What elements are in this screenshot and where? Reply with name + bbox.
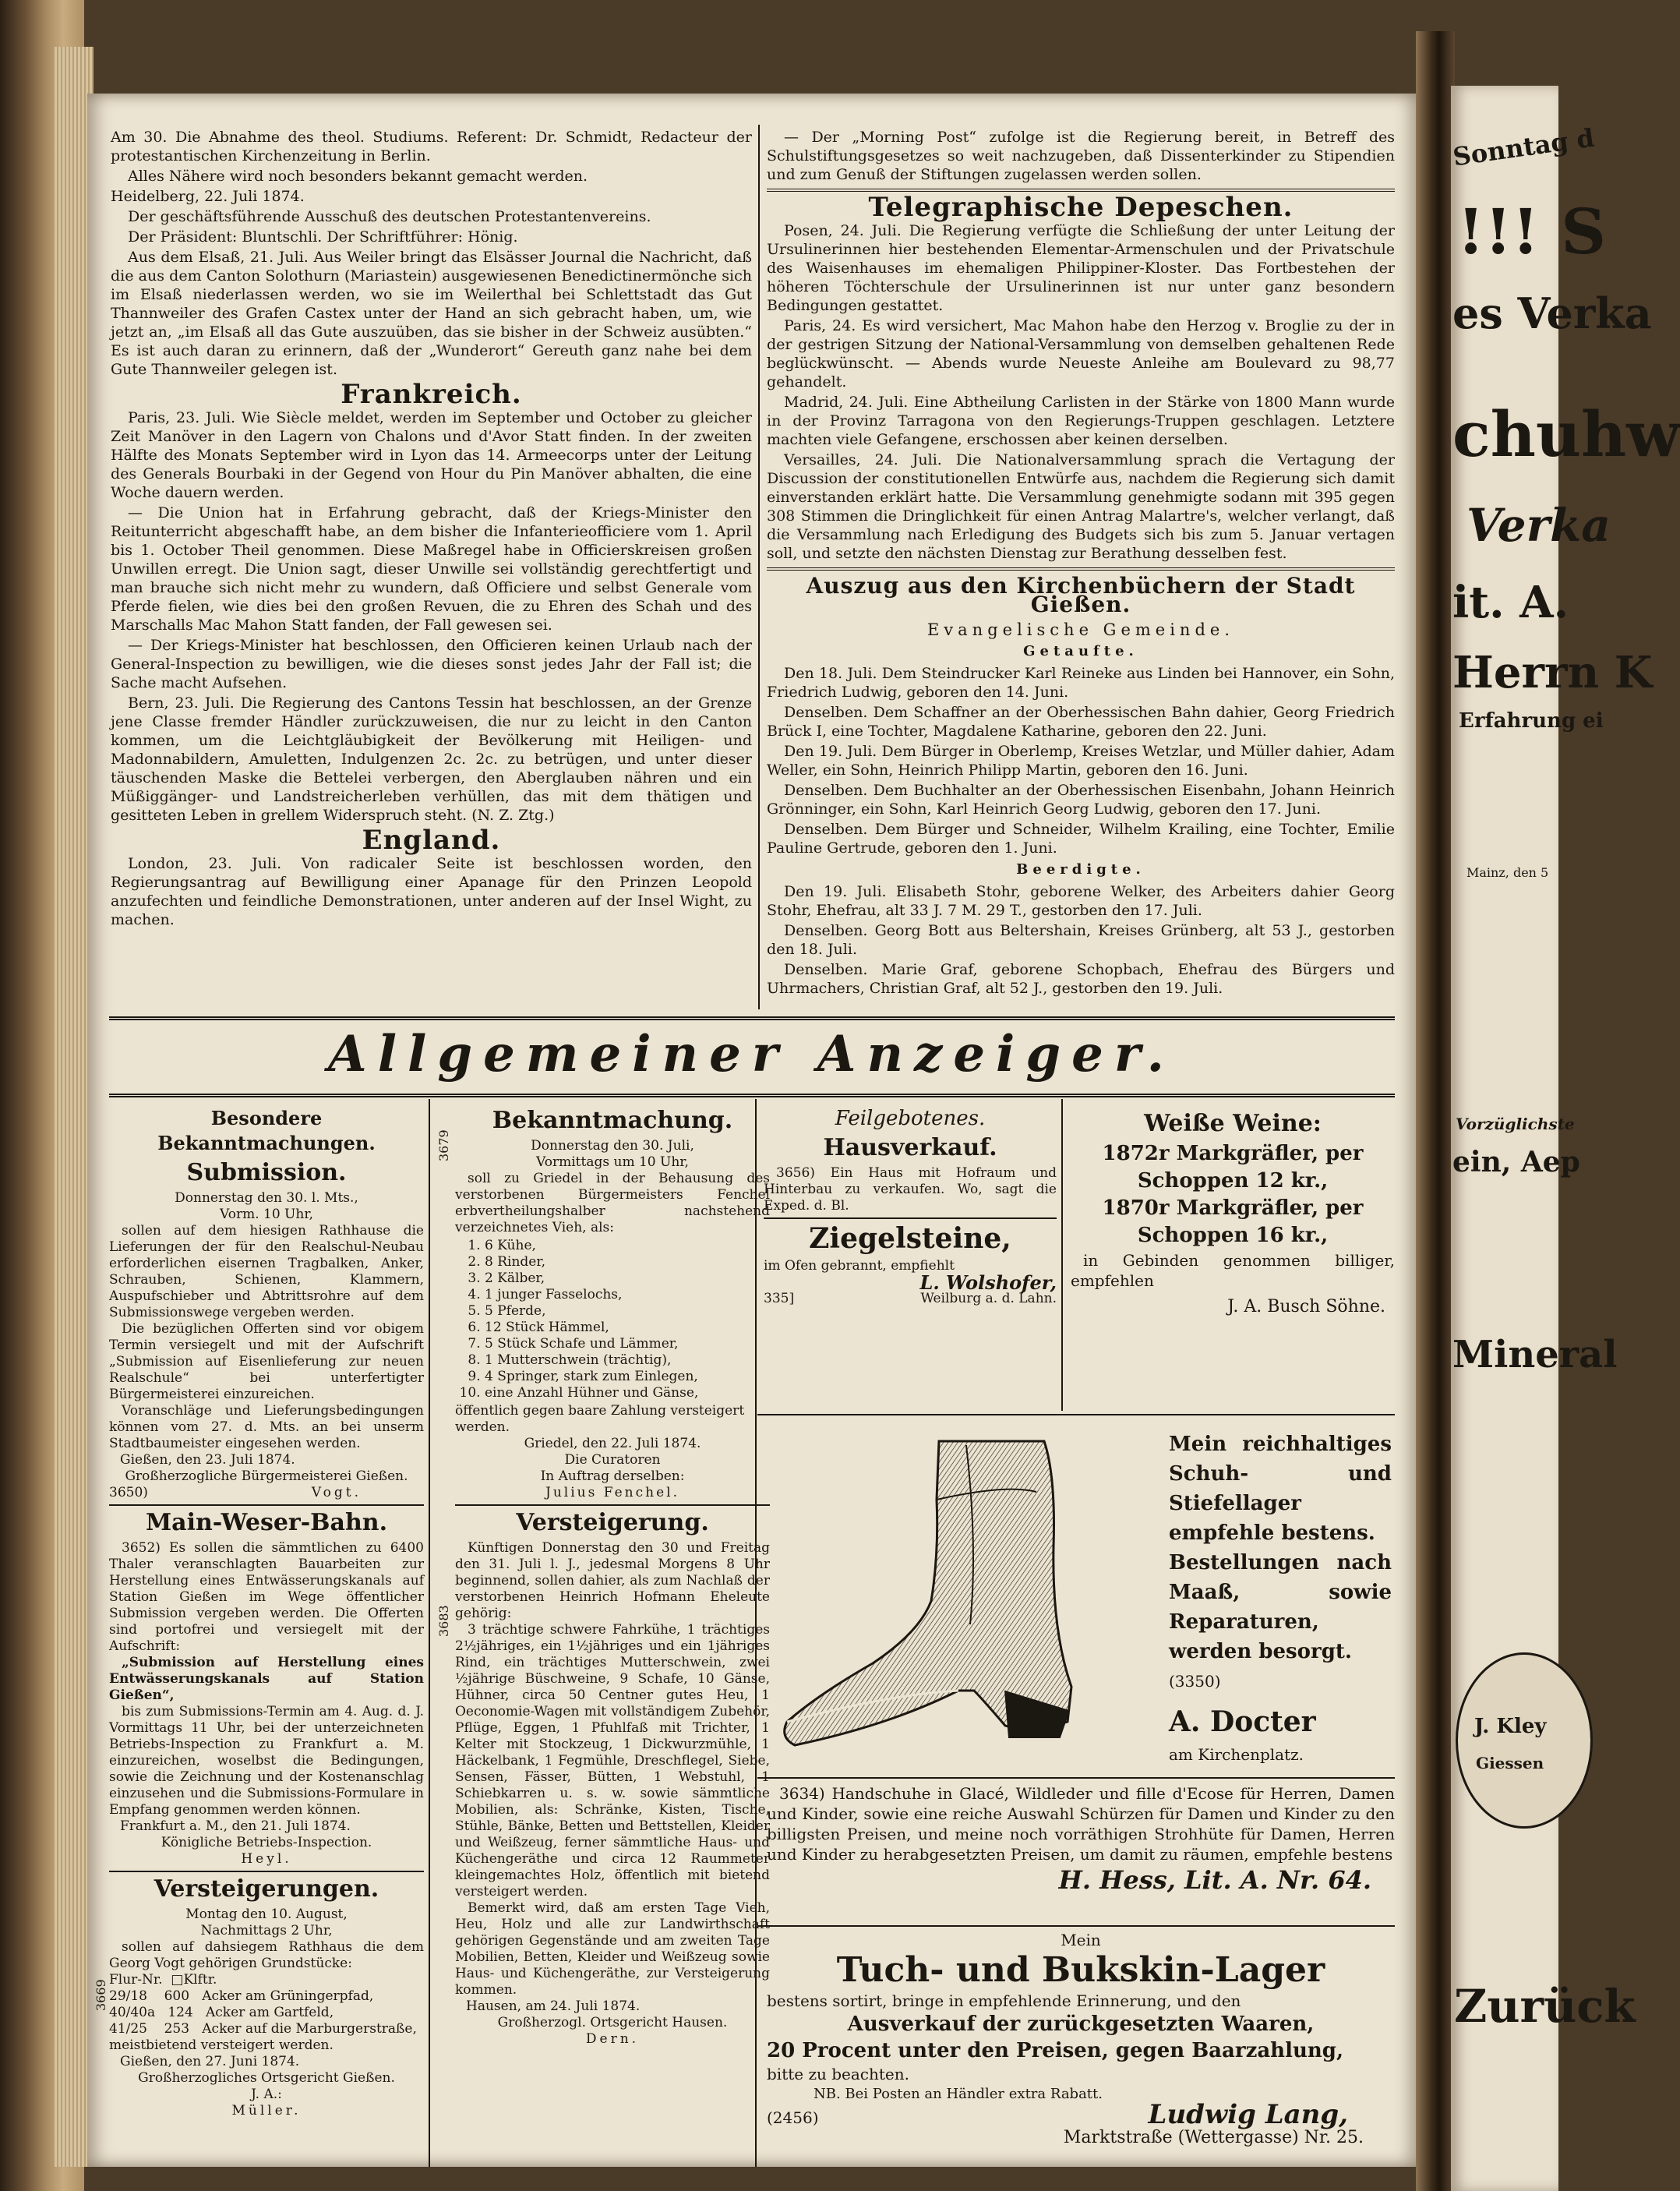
versteigerung-place: Hausen, am 24. Juli 1874. [466, 1998, 641, 2014]
ads-lang [767, 1930, 1395, 2148]
beerdigte-1: Den 19. Juli. Elisabeth Stohr, geborene Welker, des Arbeiters dahier Georg Stohr, Ehefrau, alt 33 J. 7 M. 29 T., gestorben den 17. Juli. [767, 883, 1395, 919]
ziegelsteine-place: Weilburg a. d. Lahn. [920, 1291, 1057, 1306]
hausverkauf-title: Hausverkauf. [823, 1134, 997, 1161]
ziegelsteine-sign: L. Wolshofer, [919, 1271, 1057, 1294]
hausverkauf-text: 3656) Ein Haus mit Hofraum und Hinterbau zu verkaufen. Wo, sagt die Exped. d. Bl. [764, 1165, 1057, 1214]
next-page-text: !!! S [1457, 195, 1606, 268]
ziegelsteine-number: 335] [764, 1291, 795, 1306]
versteigerung-text-2: 3 trächtige schwere Fahrkühe, 1 trächtiges 2½jähriges, ein 1½jähriges und ein 1jähriges Rind, ein trächtiges Mutterschwein, zwei ½jährige Büschweine, 9 Schafe, 10 Gänse, Hühner, circa 50 Centner gutes Heu, 1 Oeconomie-Wagen mit vollständigem Zubehör, Pflüge, Eggen, 1 Pfuhlfaß mit Trichter, 1 Kelter mit Stockzeug, 1 Dickwurzmühle, 1 Häckelbank, 1 Fegmühle, Dreschflegel, Siebe, Sensen, Fässer, Bütten, 1 Webstuhl, 1 Schiebkarren u. s. w. sowie sämmtliche Mobilien, als: Schränke, Kisten, Tische, Stühle, Bänke, Betten und Bettstellen, Kleider und Weißzeug, ferner sämmtliche Haus- und Küchengeräthe und circa 12 Raummeter kleingemachtes Holz, öffentlich mit bietend versteigert werden. [455, 1622, 770, 1899]
shoe-signature: A. Docter [1169, 1705, 1316, 1738]
article-kriegsminister: — Der Kriegs-Minister hat beschlossen, den Officieren keinen Urlaub nach der General-Inspection zu bewilligen, wie die dieses sonst jedes Jahr der Fall ist; die Sache macht Aufsehen. [111, 637, 752, 691]
versteigerungen-sign-1: J. A.: [251, 2087, 282, 2102]
getaufte-3: Den 19. Juli. Dem Bürger in Oberlemp, Kreises Wetzlar, und Müller dahier, Adam Weller, ein Sohn, Heinrich Philipp Martin, geboren den 16. Juni. [767, 743, 1395, 779]
submission-text-3: Voranschläge und Lieferungsbedingungen können vom 27. d. Mts. an bei unserm Stadtbaumeister eingesehen werden. [109, 1403, 424, 1451]
submission-text: sollen auf dem hiesigen Rathhause die Lieferungen der für den Realschul-Neubau erforderlichen eisernen Tragbalken, Anker, Schrauben, Schienen, Klammern, Auspufschieber und Abtrittsrohre auf dem Submissionswege vergeben werden. [109, 1223, 424, 1320]
left-column [111, 128, 752, 931]
right-column [767, 128, 1395, 999]
heading-telegraph: Telegraphische Depeschen. [868, 192, 1294, 223]
bekanntmachung-side-number: 3679 [436, 1129, 451, 1161]
feilgebotenes-heading: Feilgebotenes. [835, 1107, 986, 1130]
next-page-text: Verka [1466, 499, 1611, 552]
versteigerung-title: Versteigerung. [516, 1509, 709, 1536]
shoe-text-1: Mein reichhaltiges Schuh- und Stiefellager empfehle bestens. [1169, 1433, 1392, 1545]
heading-beerdigte: Beerdigte. [1016, 861, 1145, 878]
rule-above-hess [757, 1777, 1395, 1779]
shoe-text [1169, 1429, 1392, 1769]
ads-feil [764, 1104, 1057, 1307]
lang-address: Marktstraße (Wettergasse) Nr. 25. [1063, 2128, 1364, 2147]
bekanntmachung-item: 9. 4 Springer, stark zum Einlegen, [485, 1369, 770, 1385]
bekanntmachung-list [455, 1238, 770, 1401]
versteigerungen-title: Versteigerungen. [154, 1875, 379, 1903]
submission-text-2: Die bezüglichen Offerten sind vor obigem Termin versiegelt und mit der Aufschrift „Submission auf Eisenlieferung zur neuen Realschule“ bei unterfertigter Bürgermeisterei einzureichen. [109, 1321, 424, 1402]
lang-title: Tuch- und Bukskin-Lager [836, 1950, 1325, 1990]
main-weser-signature: Heyl. [241, 1851, 292, 1867]
next-page-text: Mineral [1452, 1333, 1618, 1376]
ads-divider-3 [1061, 1099, 1063, 1411]
versteigerung-side-number: 3683 [436, 1605, 451, 1637]
versteigerungen-text: sollen auf dahsiegem Rathhaus die dem Georg Vogt gehörigen Grundstücke: [109, 1939, 424, 1971]
next-page-text: it. A. [1452, 577, 1569, 628]
telegraph-paris: Paris, 24. Es wird versichert, Mac Mahon habe den Herzog v. Broglie zu der in der gestrigen Sitzung der National-Versammlung von demselben gehaltenen Rede beglückwünscht. — Abends wurde Neueste Anleihe am Boulevard zu 98,77 gehandelt. [767, 317, 1395, 390]
rule-above-shoe [757, 1414, 1395, 1415]
article-paris: Paris, 23. Juli. Wie Siècle meldet, werden im September und October zu gleicher Zeit Manöver in den Lagern von Chalons und d'Avor Statt finden. In der zweiten Hälfte des Monats September wird in Lyon das 14. Armeecorps unter der Leitung des Generals Bourbaki in der Gegend von Hour du Pin Manöver abhalten, die eine Woche dauern werden. [111, 409, 752, 501]
weine-line-2: Schoppen 12 kr., [1137, 1169, 1329, 1193]
book-gutter [1416, 31, 1455, 2191]
lang-bitte: bitte zu beachten. [767, 2065, 909, 2083]
next-page-text: ein, Aep [1452, 1146, 1580, 1179]
ads-column-2 [455, 1104, 770, 2048]
versteigerungen-place: Gießen, den 27. Juni 1874. [120, 2054, 300, 2069]
submission-number: 3650) [109, 1485, 148, 1500]
next-page-text: Herrn K [1452, 647, 1653, 698]
ads-hess [767, 1783, 1395, 1896]
rule-above-anzeiger [109, 1016, 1395, 1020]
besondere-bekanntmachungen-heading: Besondere Bekanntmachungen. [157, 1107, 376, 1154]
bekanntmachung-title: Bekanntmachung. [492, 1107, 733, 1134]
main-weser-text: 3652) Es sollen die sämmtlichen zu 6400 Thaler veranschlagten Bauarbeiten zur Herstellung eines Entwässerungskanals auf Station Gießen im Wege öffentlicher Submission vergeben werden. Die Offerten sind portofrei und versiegelt mit der Aufschrift: [109, 1540, 424, 1654]
weine-line-1: 1872r Markgräfler, per [1102, 1142, 1364, 1165]
submission-signature-row [109, 1485, 424, 1501]
versteigerung-text-3: Bemerkt wird, daß am ersten Tage Vieh, Heu, Holz und alle zur Landwirthschaft gehörigen Gegenstände und am zweiten Tage Mobilien, Betten, Kleider und Weißzeug sowie Haus- und Küchengeräthe, zur Versteigerung kommen. [455, 1900, 770, 1998]
ads-weine [1071, 1107, 1395, 1315]
bekanntmachung-sign-1: In Auftrag derselben: [540, 1468, 685, 1484]
submission-signature: Vogt. [311, 1485, 362, 1500]
lang-number: (2456) [767, 2108, 819, 2127]
bekanntmachung-item: 3. 2 Kälber, [485, 1270, 770, 1287]
shoe-ad [764, 1422, 1395, 1772]
bekanntmachung-text: soll zu Griedel in der Behausung des verstorbenen Bürgermeisters Fenchel erbvertheilungshalber nachstehend verzeichnetes Vieh, als: [455, 1171, 770, 1235]
submission-place: Gießen, den 23. Juli 1874. [120, 1452, 295, 1468]
weine-line-3: 1870r Markgräfler, per [1102, 1196, 1364, 1220]
versteigerungen-time: Nachmittags 2 Uhr, [200, 1923, 333, 1938]
versteigerungen-date: Montag den 10. August, [185, 1907, 348, 1922]
bekanntmachung-item: 4. 1 junger Fasselochs, [485, 1287, 770, 1303]
main-weser-quote: „Submission auf Herstellung eines Entwässerungskanals auf Station Gießen“, [109, 1655, 424, 1703]
next-page-text: Zurück [1454, 1980, 1636, 2033]
hess-text: 3634) Handschuhe in Glacé, Wildleder und fille d'Ecose für Herren, Damen und Kinder, sowie eine reiche Auswahl Schürzen für Damen und Kinder zu den billigsten Preisen, und meine noch vorräthigen Strohhüte für Damen, Herren und Kinder zu herabgesetzten Preisen, um damit zu räumen, empfehle bestens [767, 1784, 1395, 1864]
shoe-number: (3350) [1169, 1672, 1221, 1691]
next-page-text: J. Kley [1474, 1715, 1547, 1738]
beerdigte-2: Denselben. Georg Bott aus Beltershain, Kreises Grünberg, alt 53 J., gestorben den 18. Juli. [767, 922, 1395, 958]
lang-mein: Mein [1061, 1931, 1101, 1949]
beerdigte-3: Denselben. Marie Graf, geborene Schopbach, Ehefrau des Bürgers und Uhrmachers, Christian Graf, alt 52 J., gestorben den 19. Juli. [767, 961, 1395, 997]
telegraph-madrid: Madrid, 24. Juli. Eine Abtheilung Carlisten in der Stärke von 1800 Mann wurde in der Provinz Tarragona von den Regierungs-Truppen geschlagen. Letztere machten viele Gefangene, erschossen aber keinen derselben. [767, 394, 1395, 448]
allgemeiner-anzeiger-banner: Allgemeiner Anzeiger. [328, 1025, 1175, 1083]
ziegelsteine-foot [764, 1291, 1057, 1307]
telegraph-posen: Posen, 24. Juli. Die Regierung verfügte die Schließung der unter Leitung der Ursulinerinnen hier bestehenden Elementar-Armenschulen und der Privatschule des Waisenhauses im ehemaligen Philippiner-Kloster. Das Fortbestehen der höheren Töchterschule der Ursulinerinnen ist nur unter ganz besondern Bedingungen gestattet. [767, 222, 1395, 314]
submission-date: Donnerstag den 30. l. Mts., [175, 1190, 358, 1206]
bekanntmachung-time: Vormittags um 10 Uhr, [536, 1154, 689, 1170]
boot-illustration-icon [771, 1429, 1138, 1757]
lang-prozent: 20 Procent unter den Preisen, gegen Baarzahlung, [767, 2039, 1343, 2062]
article-morning-post: — Der „Morning Post“ zufolge ist die Regierung bereit, in Betreff des Schulstiftungsgesetzes so weit nachzugeben, daß Dissenterkinder zu Stipendien und zum Genuß der Stiftungen zugelassen werden sollen. [767, 129, 1395, 183]
ads-divider-1 [429, 1099, 430, 2167]
versteigerungen-authority: Großherzogliches Ortsgericht Gießen. [138, 2070, 395, 2086]
heading-kirchenbuecher: Auszug aus den Kirchenbüchern der Stadt Gießen. [806, 573, 1356, 617]
ads-column-1 [109, 1104, 424, 2119]
versteigerung-authority: Großherzogl. Ortsgericht Hausen. [497, 2015, 728, 2030]
lang-ausverkauf: Ausverkauf der zurückgesetzten Waaren, [847, 2013, 1315, 2036]
shoe-text-2: Bestellungen nach Maaß, sowie Reparaturen, werden besorgt. [1169, 1551, 1392, 1663]
getaufte-2: Denselben. Dem Schaffner an der Oberhessischen Bahn dahier, Georg Friedrich Brück I, eine Tochter, Magdalene Katharine, geboren den 22. Juni. [767, 704, 1395, 740]
ads-divider-2 [755, 1099, 757, 2167]
column-divider [758, 125, 760, 1009]
versteigerungen-row-1: 29/18 600 Acker am Grüningerpfad, [109, 1988, 374, 2004]
submission-title: Submission. [186, 1159, 347, 1186]
lang-signature: Ludwig Lang, [1148, 2099, 1348, 2130]
main-weser-place: Frankfurt a. M., den 21. Juli 1874. [120, 1818, 351, 1834]
next-page-fragment [1451, 86, 1680, 2191]
bekanntmachung-item: 8. 1 Mutterschwein (trächtig), [485, 1352, 770, 1369]
versteigerungen-row-3: 41/25 253 Acker auf die Marburgerstraße, [109, 2021, 417, 2037]
intro-line-1: Am 30. Die Abnahme des theol. Studiums. Referent: Dr. Schmidt, Redacteur der protestantischen Kirchenzeitung in Berlin. [111, 129, 752, 164]
main-weser-authority: Königliche Betriebs-Inspection. [161, 1835, 372, 1850]
bekanntmachung-authority: Die Curatoren [564, 1452, 661, 1468]
heading-getaufte: Getaufte. [1023, 643, 1138, 659]
lang-nb: NB. Bei Posten an Händler extra Rabatt. [814, 2086, 1103, 2102]
next-page-text: Vorzüglichste [1456, 1115, 1575, 1133]
ziegelsteine-text: im Ofen gebrannt, empfiehlt [764, 1258, 955, 1274]
lang-text: bestens sortirt, bringe in empfehlende Erinnerung, und den [767, 1991, 1241, 2010]
submission-authority: Großherzogliche Bürgermeisterei Gießen. [125, 1468, 408, 1484]
bekanntmachung-item: 2. 8 Rinder, [485, 1254, 770, 1270]
shoe-place: am Kirchenplatz. [1169, 1745, 1304, 1764]
weine-title: Weiße Weine: [1144, 1110, 1322, 1137]
heading-gemeinde: Evangelische Gemeinde. [926, 620, 1235, 639]
bekanntmachung-place: Griedel, den 22. Juli 1874. [524, 1436, 701, 1451]
article-bern: Bern, 23. Juli. Die Regierung des Cantons Tessin hat beschlossen, an der Grenze jene Classe fremder Händler zurückzuweisen, die nur zu leicht in den Canton kommen, um die Leichtgläubigkeit der Bevölkerung mit Heiligen- und Madonnabildern, Amuletten, Indulgenzen 2c. 2c. zu betrügen, und unter dieser täuschenden Maske die Bettelei verbergen, den Aberglauben nähren und ein Müßiggänger- und Landstreicherleben verhüllen, das mit dem thätigen und gesitteten Leben in grellem Widerspruch steht. (N. Z. Ztg.) [111, 694, 752, 824]
versteigerungen-table-header: Flur-Nr. □Klftr. [109, 1972, 217, 1988]
rule-above-lang [757, 1925, 1395, 1927]
newspaper-page [87, 94, 1416, 2167]
getaufte-1: Den 18. Juli. Dem Steindrucker Karl Reineke aus Linden bei Hannover, ein Sohn, Friedrich Ludwig, geboren den 14. Juni. [767, 665, 1395, 701]
versteigerungen-text-2: meistbietend versteigert werden. [109, 2037, 334, 2053]
main-weser-bahn-title: Main-Weser-Bahn. [145, 1509, 388, 1536]
article-union: — Die Union hat in Erfahrung gebracht, daß der Kriegs-Minister den Reitunterricht abgeschafft habe, an dem bisher die Infanterieofficiere vom 1. April bis 1. October Theil genommen. Diese Maßregel habe in Officierskreisen großen Unwillen erregt. Die Union sagt, dieser Unwille sei vollständig gerechtfertigt und man brauche sich nicht mehr zu wundern, daß Officiere und selbst Generale vom Pferde fielen, wie dies bei den großen Revuen, die zu Ehren des Schah und des Marschalls Mac Mahon Statt fanden, der Fall gewesen sei. [111, 504, 752, 634]
bekanntmachung-item: 1. 6 Kühe, [485, 1238, 770, 1254]
main-weser-text-2: bis zum Submissions-Termin am 4. Aug. d. J. Vormittags 11 Uhr, bei der unterzeichneten Betriebs-Inspection zu Frankfurt a. M. einzureichen, woselbst die Bedingungen, sowie die Zeichnung und der Kostenanschlag einzusehen und die Submissions-Formulare in Empfang genommen werden können. [109, 1704, 424, 1818]
weine-line-4: Schoppen 16 kr., [1137, 1224, 1329, 1247]
submission-time: Vorm. 10 Uhr, [220, 1207, 313, 1222]
bekanntmachung-sign-2: Julius Fenchel. [545, 1485, 679, 1500]
intro-line-4: Der geschäftsführende Ausschuß des deutschen Protestantenvereins. [128, 208, 651, 225]
clock-icon [1456, 1652, 1593, 1829]
intro-line-5: Der Präsident: Bluntschli. Der Schriftführer: Hönig. [128, 228, 518, 246]
weine-signature: J. A. Busch Söhne. [1227, 1297, 1385, 1316]
next-page-text: Giessen [1476, 1754, 1544, 1772]
next-page-text: Mainz, den 5 [1466, 865, 1549, 880]
bekanntmachung-item: 10. eine Anzahl Hühner und Gänse, [485, 1385, 770, 1401]
bekanntmachung-item: 7. 5 Stück Schafe und Lämmer, [485, 1336, 770, 1352]
intro-line-2: Alles Nähere wird noch besonders bekannt gemacht werden. [128, 168, 588, 185]
versteigerung-text: Künftigen Donnerstag den 30 und Freitag den 31. Juli l. J., jedesmal Morgens 8 Uhr beginnend, sollen dahier, als zum Nachlaß der verstorbenen Heinrich Hofmann Eheleute gehörig: [455, 1540, 770, 1621]
ziegelsteine-title: Ziegelsteine, [809, 1222, 1011, 1255]
versteigerung-signature: Dern. [585, 2031, 640, 2047]
bekanntmachung-text-2: öffentlich gegen baare Zahlung versteigert werden. [455, 1403, 745, 1435]
next-page-text: chuhw [1452, 398, 1680, 471]
heading-frankreich: Frankreich. [341, 379, 522, 410]
rule-below-anzeiger [109, 1094, 1395, 1097]
heading-england: England. [362, 825, 501, 856]
weine-text: in Gebinden genommen billiger, empfehlen [1071, 1251, 1395, 1290]
versteigerungen-side-number: 3669 [94, 1979, 108, 2011]
getaufte-4: Denselben. Dem Buchhalter an der Oberhessischen Eisenbahn, Johann Heinrich Grönninger, ein Sohn, Karl Heinrich Georg Ludwig, geboren den 17. Juni. [767, 782, 1395, 818]
bekanntmachung-date: Donnerstag den 30. Juli, [531, 1138, 694, 1154]
article-elsass: Aus dem Elsaß, 21. Juli. Aus Weiler bringt das Elsässer Journal die Nachricht, daß die aus dem Canton Solothurn (Mariastein) ausgewiesenen Benedictinermönche sich im Elsaß niederlassen werden, wo sie im Weilerthal bei Schlettstadt das Gut Thannweiler des Grafen Castex unter der Hand an sich gebracht haben, um, wie jetzt an, „im Elsaß all das Gute auszuüben, das sie bisher in der Schweiz ausübten.“ Es ist auch daran zu erinnern, daß der „Wunderort“ Gereuth ganz nahe bei dem Gute Thannweiler gelegen ist. [111, 249, 752, 378]
lang-foot [767, 2099, 1395, 2130]
bekanntmachung-item: 5. 5 Pferde, [485, 1303, 770, 1320]
next-page-text: es Verka [1452, 288, 1652, 338]
telegraph-versailles: Versailles, 24. Juli. Die Nationalversammlung sprach die Vertagung der Discussion der constitutionellen Entwürfe aus, nachdem die Regierung sich damit einverstanden erklärt hatte. Die Versammlung genehmigte sodann mit 395 gegen 308 Stimmen die Dringlichkeit für einen Antrag Malartre's, welcher verlangt, daß die Versammlung nach Erledigung des Budgets sich bis zum 5. Januar vertagen soll, und setzte den nächsten Dienstag zur Berathung desselben fest. [767, 451, 1395, 562]
versteigerungen-row-2: 40/40a 124 Acker am Gartfeld, [109, 2005, 334, 2020]
next-page-text: Sonntag d [1451, 122, 1597, 172]
next-page-text: Erfahrung ei [1459, 709, 1604, 733]
article-london: London, 23. Juli. Von radicaler Seite ist beschlossen worden, den Regierungsantrag auf Bewilligung einer Apanage für den Prinzen Leopold anzufechten und feindliche Demonstrationen, unter anderen auf der Insel Wight, zu machen. [111, 855, 752, 928]
versteigerungen-sign-2: Müller. [231, 2103, 302, 2119]
bekanntmachung-item: 6. 12 Stück Hämmel, [485, 1320, 770, 1336]
getaufte-5: Denselben. Dem Bürger und Schneider, Wilhelm Krailing, eine Tochter, Emilie Pauline Gertrude, geboren den 1. Juni. [767, 821, 1395, 857]
intro-line-3: Heidelberg, 22. Juli 1874. [111, 188, 305, 205]
hess-signature: H. Hess, Lit. A. Nr. 64. [1058, 1865, 1371, 1895]
